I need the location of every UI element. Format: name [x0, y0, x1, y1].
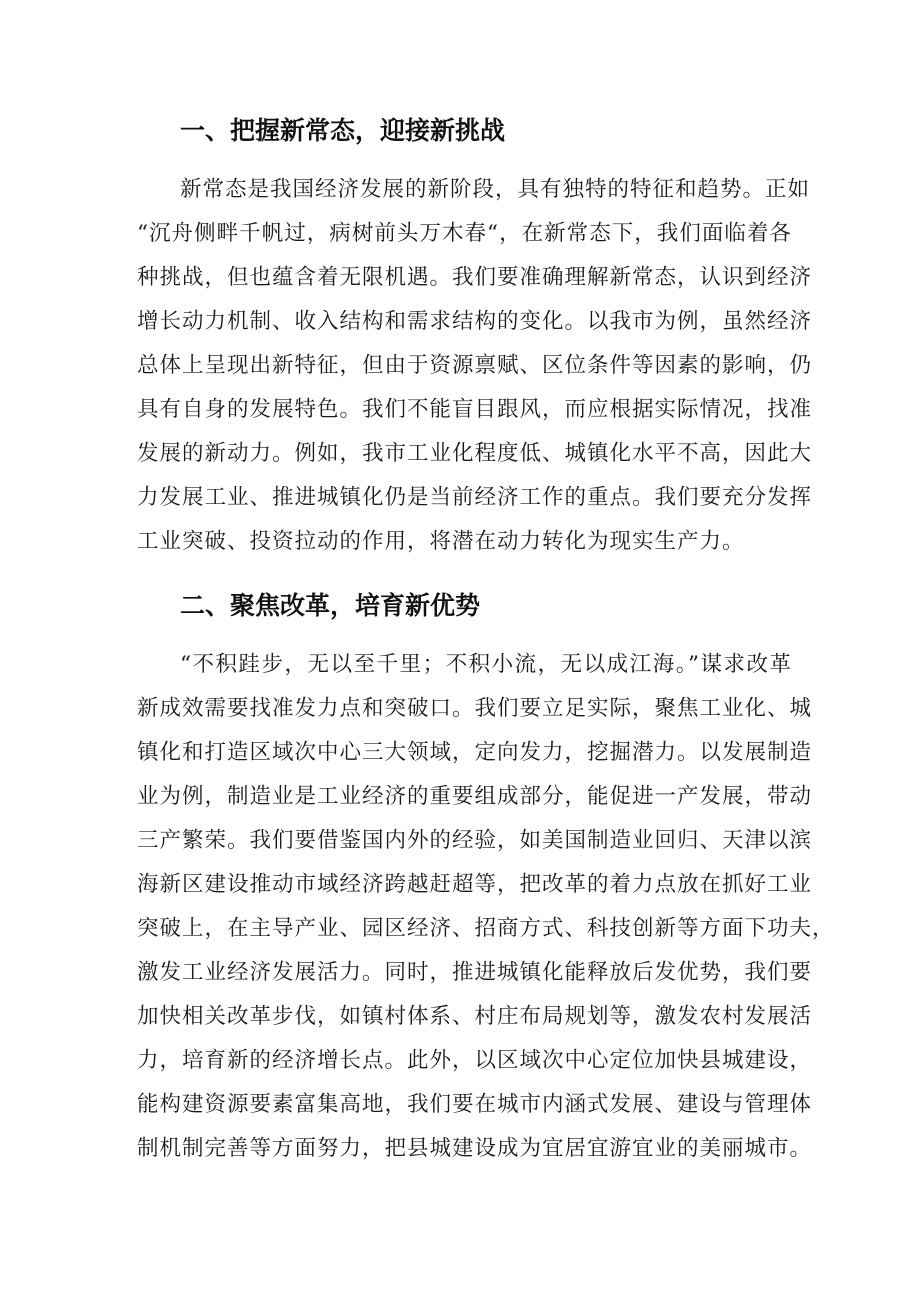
- section-1-heading: 一、把握新常态，迎接新挑战: [180, 116, 506, 145]
- paragraph-line: 增长动力机制、收入结构和需求结构的变化。以我市为例，虽然经济: [137, 309, 813, 334]
- paragraph-line: 力，培育新的经济增长点。此外，以区域次中心定位加快县城建设，: [137, 1048, 813, 1073]
- paragraph-line: “沉舟侧畔千帆过，病树前头万木春“，在新常态下，我们面临着各: [137, 221, 792, 246]
- paragraph-line: 三产繁荣。我们要借鉴国内外的经验，如美国制造业回归、天津以滨: [137, 828, 813, 853]
- paragraph-line: 业为例，制造业是工业经济的重要组成部分，能促进一产发展，带动: [137, 784, 813, 809]
- paragraph-line: 总体上呈现出新特征，但由于资源禀赋、区位条件等因素的影响，仍: [137, 353, 813, 378]
- paragraph-line: 能构建资源要素富集高地，我们要在城市内涵式发展、建设与管理体: [137, 1092, 813, 1117]
- section-1-paragraph: [137, 168, 813, 564]
- paragraph-line: 具有自身的发展特色。我们不能盲目跟风，而应根据实际情况，找准: [137, 397, 813, 422]
- paragraph-line: 突破上，在主导产业、园区经济、招商方式、科技创新等方面下功夫，: [137, 916, 835, 941]
- paragraph-line: 海新区建设推动市域经济跨越赶超等，把改革的着力点放在抓好工业: [137, 872, 813, 897]
- paragraph-line: 力发展工业、推进城镇化仍是当前经济工作的重点。我们要充分发挥: [137, 485, 813, 510]
- paragraph-line: 镇化和打造区域次中心三大领域，定向发力，挖掘潜力。以发展制造: [137, 740, 813, 765]
- paragraph-line: 制机制完善等方面努力，把县城建设成为宜居宜游宜业的美丽城市。: [137, 1136, 813, 1161]
- paragraph-line: “不积跬步，无以至千里；不积小流，无以成江海。”谋求改革: [180, 652, 792, 677]
- section-2-heading: 二、聚焦改革，培育新优势: [180, 591, 481, 620]
- section-2-paragraph: [137, 643, 835, 1171]
- paragraph-line: 发展的新动力。例如，我市工业化程度低、城镇化水平不高，因此大: [137, 441, 813, 466]
- paragraph-line: 新常态是我国经济发展的新阶段，具有独特的特征和趋势。正如: [180, 177, 811, 202]
- paragraph-line: 种挑战，但也蕴含着无限机遇。我们要准确理解新常态，认识到经济: [137, 265, 813, 290]
- paragraph-line: 加快相关改革步伐，如镇村体系、村庄布局规划等，激发农村发展活: [137, 1004, 813, 1029]
- paragraph-line: 工业突破、投资拉动的作用，将潜在动力转化为现实生产力。: [137, 529, 745, 554]
- paragraph-line: 新成效需要找准发力点和突破口。我们要立足实际，聚焦工业化、城: [137, 696, 813, 721]
- paragraph-line: 激发工业经济发展活力。同时，推进城镇化能释放后发优势，我们要: [137, 960, 813, 985]
